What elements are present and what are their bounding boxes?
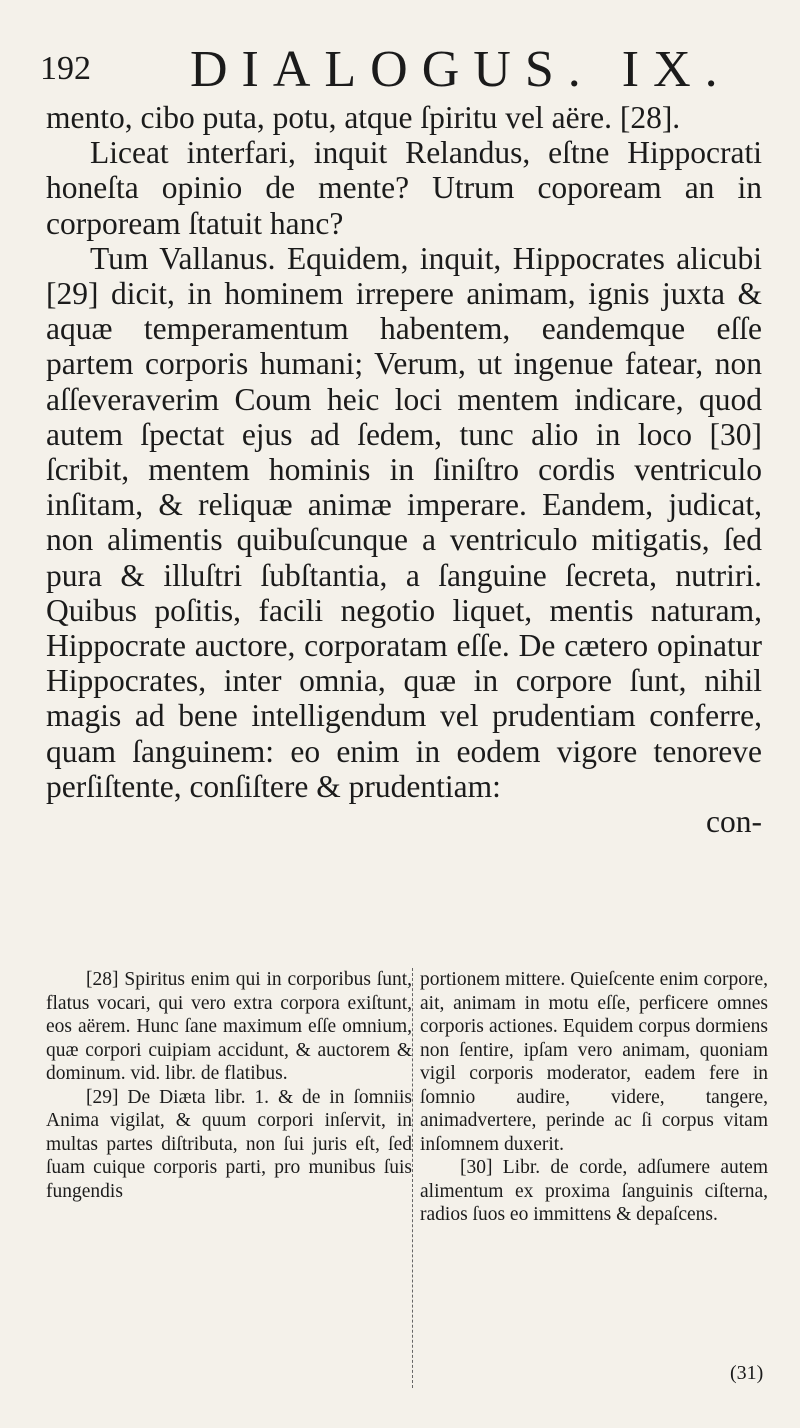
footnote-catchword: (31) <box>730 1362 764 1384</box>
page-header <box>40 40 760 100</box>
running-title: DIALOGUS. IX. <box>190 41 732 98</box>
footnote: [28] Spiritus enim qui in corporibus ſunt, flatus vocari, qui vero extra corpora exiſtunt, eos aërem. Hunc ſane maximum eſſe omnium, quæ corpori cuipiam accidunt, & auctorem & dominum. vid. libr. de flatibus. <box>46 969 412 1084</box>
column-divider <box>412 968 413 1388</box>
main-text <box>46 100 762 839</box>
footnote: [29] De Diæta libr. 1. & de in ſomniis Anima vigilat, & quum corpori inſervit, in multas partes diſtributa, non ſui juris eſt, ſed ſuam cuique corporis parti, pro munibus ſuis fungendis <box>46 1086 412 1202</box>
footnote-column-right <box>420 968 768 1227</box>
paragraph: Tum Vallanus. Equidem, inquit, Hippocrates alicubi [29] dicit, in hominem irrepere animam, ignis juxta & aquæ temperamentum habentem, eandemque eſſe partem corporis humani; Verum, ut ingenue fatear, non aſſeveraverim Coum heic loci mentem indicare, quod autem ſpectat ejus ad ſedem, tunc alio in loco [30] ſcribit, mentem hominis in ſiniſtro cordis ventriculo inſitam, & reliquæ animæ imperare. Eandem, judicat, non alimentis quibuſcunque a ventriculo mitigatis, ſed pura & illuſtri ſubſtantia, a ſanguine ſecreta, nutriri. Quibus poſitis, facili negotio liquet, mentis naturam, Hippocrate auctore, corporatam eſſe. De cætero opinatur Hippocrates, inter omnia, quæ in corpore ſunt, nihil magis ad bene intelligendum vel prudentiam conferre, quam ſanguinem: eo enim in eodem vigore tenoreve perſiſtente, conſiſtere & prudentiam: <box>46 240 762 804</box>
page-number: 192 <box>40 50 91 87</box>
footnote: portionem mittere. Quieſcente enim corpore, ait, animam in motu eſſe, perficere omnes corporis actiones. Equidem corpus dormiens non ſentire, ipſam vero animam, quoniam vigil corporis moderator, eadem fere in ſomnio audire, videre, tangere, animadvertere, perinde ac ſi corpus vitam inſomnem duxerit. <box>420 969 768 1155</box>
catchword: con- <box>706 804 762 840</box>
footnote-column-left <box>46 968 412 1203</box>
paragraph: mento, cibo puta, potu, atque ſpiritu vel aëre. [28]. <box>46 100 681 135</box>
paragraph: Liceat interfari, inquit Relandus, eſtne Hippocrati honeſta opinio de mente? Utrum copoream an in corpoream ſtatuit hanc? <box>46 135 762 241</box>
footnote: [30] Libr. de corde, adſumere autem alimentum ex proxima ſanguinis ciſterna, radios ſuos eo immittens & depaſcens. <box>420 1157 768 1225</box>
